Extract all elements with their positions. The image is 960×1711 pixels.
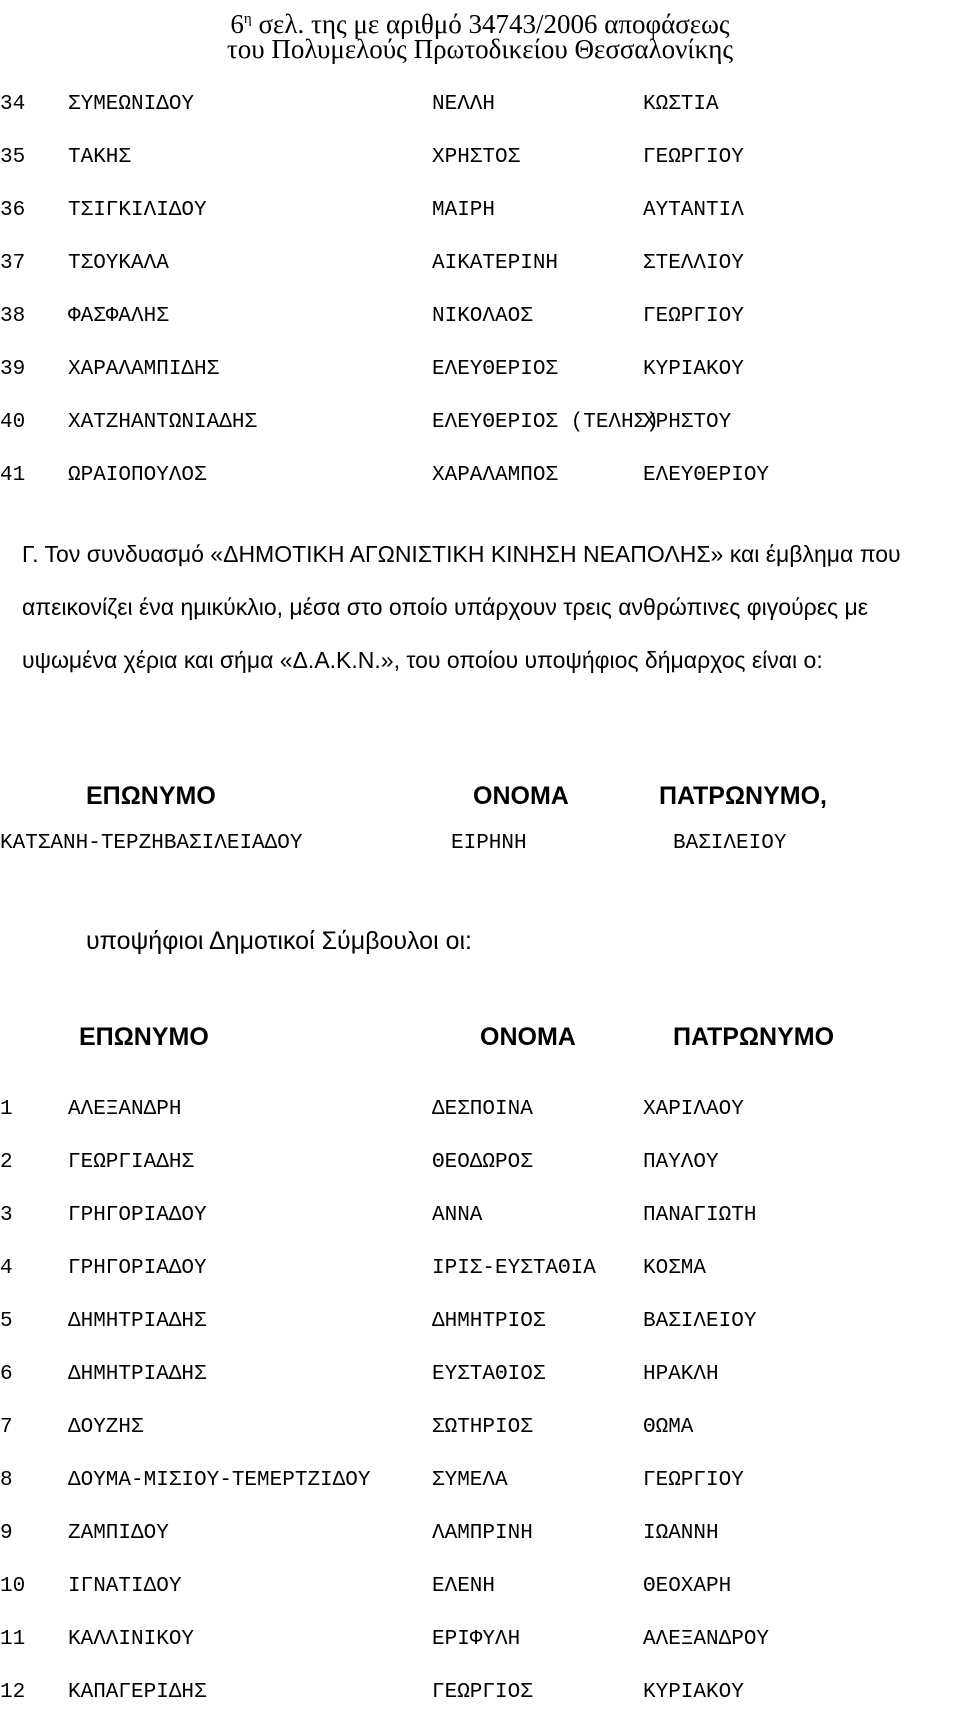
councillor-header-name: ΟΝΟΜΑ <box>480 1023 576 1051</box>
candidate-name: ΙΡΙΣ-ΕΥΣΤΑΘΙΑ <box>432 1257 596 1280</box>
page-number-superscript: η <box>243 11 252 27</box>
candidate-patronymic: ΣΤΕΛΛΙΟΥ <box>643 252 744 275</box>
candidate-name: ΓΕΩΡΓΙΟΣ <box>432 1681 533 1704</box>
candidate-row <box>0 1204 960 1234</box>
candidate-surname: ΔΗΜΗΤΡΙΑΔΗΣ <box>68 1310 207 1333</box>
candidate-name: ΕΥΣΤΑΘΙΟΣ <box>432 1363 546 1386</box>
candidate-number: 6 <box>0 1363 13 1386</box>
candidate-number: 36 <box>0 199 26 222</box>
candidate-surname: ΧΑΤΖΗΑΝΤΩΝΙΑΔΗΣ <box>68 411 258 434</box>
candidate-row <box>0 1522 960 1552</box>
candidate-name: ΕΛΕΥΘΕΡΙΟΣ <box>432 358 559 381</box>
candidate-surname: ΤΣΙΓΚΙΛΙΔΟΥ <box>68 199 207 222</box>
candidate-patronymic: ΑΛΕΞΑΝΔΡΟΥ <box>643 1628 770 1651</box>
candidate-patronymic: ΚΥΡΙΑΚΟΥ <box>643 358 744 381</box>
candidate-name: ΕΛΕΥΘΕΡΙΟΣ (ΤΕΛΗΣ) <box>432 411 659 434</box>
candidate-row <box>0 146 960 176</box>
candidate-patronymic: ΘΕΟΧΑΡΗ <box>643 1575 732 1598</box>
candidate-row <box>0 305 960 335</box>
candidate-surname: ΔΟΥΖΗΣ <box>68 1416 144 1439</box>
candidate-surname: ΚΑΠΑΓΕΡΙΔΗΣ <box>68 1681 207 1704</box>
candidate-patronymic: ΓΕΩΡΓΙΟΥ <box>643 146 744 169</box>
councillor-header-surname: ΕΠΩΝΥΜΟ <box>79 1023 209 1051</box>
candidate-row <box>0 1257 960 1287</box>
candidate-row <box>0 411 960 441</box>
candidate-name: ΧΑΡΑΛΑΜΠΟΣ <box>432 464 559 487</box>
mayor-header-father: ΠΑΤΡΩΝΥΜΟ, <box>659 782 827 810</box>
candidate-row <box>0 1681 960 1711</box>
candidate-patronymic: ΒΑΣΙΛΕΙΟΥ <box>643 1310 757 1333</box>
candidate-row <box>0 1151 960 1181</box>
candidate-row <box>0 252 960 282</box>
page-header-line-2: του Πολυμελούς Πρωτοδικείου Θεσσαλονίκης <box>226 34 734 64</box>
candidate-number: 7 <box>0 1416 13 1439</box>
candidate-name: ΝΙΚΟΛΑΟΣ <box>432 305 533 328</box>
candidate-surname: ΙΓΝΑΤΙΔΟΥ <box>68 1575 182 1598</box>
candidate-row <box>0 1469 960 1499</box>
candidate-number: 39 <box>0 358 26 381</box>
candidate-surname: ΤΑΚΗΣ <box>68 146 132 169</box>
candidate-number: 37 <box>0 252 26 275</box>
candidate-name: ΣΩΤΗΡΙΟΣ <box>432 1416 533 1439</box>
candidate-row <box>0 93 960 123</box>
councillor-header-father: ΠΑΤΡΩΝΥΜΟ <box>673 1023 835 1051</box>
candidate-surname: ΔΗΜΗΤΡΙΑΔΗΣ <box>68 1363 207 1386</box>
candidate-patronymic: ΚΥΡΙΑΚΟΥ <box>643 1681 744 1704</box>
candidate-surname: ΓΡΗΓΟΡΙΑΔΟΥ <box>68 1204 207 1227</box>
candidate-number: 40 <box>0 411 26 434</box>
candidate-patronymic: ΧΑΡΙΛΑΟΥ <box>643 1098 744 1121</box>
candidate-name: ΔΕΣΠΟΙΝΑ <box>432 1098 533 1121</box>
candidate-row <box>0 1416 960 1446</box>
candidate-number: 3 <box>0 1204 13 1227</box>
candidate-patronymic: ΚΩΣΤΙΑ <box>643 93 719 116</box>
candidate-patronymic: ΓΕΩΡΓΙΟΥ <box>643 305 744 328</box>
candidate-patronymic: ΚΟΣΜΑ <box>643 1257 707 1280</box>
candidate-row <box>0 1098 960 1128</box>
councillors-intro: υποψήφιοι Δημοτικοί Σύμβουλοι οι: <box>86 927 472 955</box>
candidate-row <box>0 1363 960 1393</box>
candidate-number: 8 <box>0 1469 13 1492</box>
candidate-surname: ΧΑΡΑΛΑΜΠΙΔΗΣ <box>68 358 220 381</box>
candidate-patronymic: ΘΩΜΑ <box>643 1416 694 1439</box>
mayor-surname: ΚΑΤΣΑΝΗ-ΤΕΡΖΗΒΑΣΙΛΕΙΑΔΟΥ <box>0 832 303 855</box>
candidate-surname: ΓΡΗΓΟΡΙΑΔΟΥ <box>68 1257 207 1280</box>
candidate-number: 4 <box>0 1257 13 1280</box>
page-number: 6 <box>230 9 244 39</box>
candidate-patronymic: ΠΑΥΛΟΥ <box>643 1151 719 1174</box>
mayor-header-name: ΟΝΟΜΑ <box>473 782 569 810</box>
mayor-header-surname: ΕΠΩΝΥΜΟ <box>86 782 216 810</box>
candidate-number: 34 <box>0 93 26 116</box>
candidate-name: ΕΡΙΦΥΛΗ <box>432 1628 521 1651</box>
candidate-number: 1 <box>0 1098 13 1121</box>
candidate-surname: ΖΑΜΠΙΔΟΥ <box>68 1522 169 1545</box>
candidate-row <box>0 1310 960 1340</box>
candidate-patronymic: ΑΥΤΑΝΤΙΛ <box>643 199 744 222</box>
candidate-number: 9 <box>0 1522 13 1545</box>
candidate-surname: ΚΑΛΛΙΝΙΚΟΥ <box>68 1628 195 1651</box>
candidate-surname: ΔΟΥΜΑ-ΜΙΣΙΟΥ-ΤΕΜΕΡΤΖΙΔΟΥ <box>68 1469 371 1492</box>
candidate-number: 41 <box>0 464 26 487</box>
candidate-row <box>0 464 960 494</box>
candidate-surname: ΩΡΑΙΟΠΟΥΛΟΣ <box>68 464 207 487</box>
candidate-name: ΧΡΗΣΤΟΣ <box>432 146 521 169</box>
candidate-name: ΝΕΛΛΗ <box>432 93 496 116</box>
section-c-paragraph: Γ. Τον συνδυασμό «ΔΗΜΟΤΙΚΗ ΑΓΩΝΙΣΤΙΚΗ ΚΙΝΗΣΗ ΝΕΑΠΟΛΗΣ» και έμβλημα που απεικονίζει ένα ημικύκλιο, μέσα στο οποίο υπάρχουν τρεις ανθρώπινες φιγούρες με υψωμένα χέρια και σήμα «Δ.Α.Κ.Ν.», του οποίου υποψήφιος δήμαρχος είναι ο: <box>22 541 901 673</box>
candidate-surname: ΤΣΟΥΚΑΛΑ <box>68 252 169 275</box>
mayor-father: ΒΑΣΙΛΕΙΟΥ <box>673 832 787 855</box>
mayor-row <box>0 832 960 862</box>
candidate-row <box>0 358 960 388</box>
candidate-name: ΘΕΟΔΩΡΟΣ <box>432 1151 533 1174</box>
candidate-name: ΛΑΜΠΡΙΝΗ <box>432 1522 533 1545</box>
candidate-name: ΑΝΝΑ <box>432 1204 483 1227</box>
candidate-number: 2 <box>0 1151 13 1174</box>
candidate-patronymic: ΧΡΗΣΤΟΥ <box>643 411 732 434</box>
candidate-patronymic: ΕΛΕΥΘΕΡΙΟΥ <box>643 464 770 487</box>
candidate-surname: ΦΑΣΦΑΛΗΣ <box>68 305 169 328</box>
candidate-surname: ΓΕΩΡΓΙΑΔΗΣ <box>68 1151 195 1174</box>
candidate-number: 35 <box>0 146 26 169</box>
candidate-row <box>0 199 960 229</box>
candidate-surname: ΣΥΜΕΩΝΙΔΟΥ <box>68 93 195 116</box>
candidate-row <box>0 1575 960 1605</box>
candidate-patronymic: ΙΩΑΝΝΗ <box>643 1522 719 1545</box>
candidate-number: 11 <box>0 1628 26 1651</box>
candidate-name: ΜΑΙΡΗ <box>432 199 496 222</box>
candidate-number: 10 <box>0 1575 26 1598</box>
candidate-name: ΔΗΜΗΤΡΙΟΣ <box>432 1310 546 1333</box>
candidate-number: 12 <box>0 1681 26 1704</box>
candidate-name: ΕΛΕΝΗ <box>432 1575 496 1598</box>
candidate-patronymic: ΠΑΝΑΓΙΩΤΗ <box>643 1204 757 1227</box>
candidate-patronymic: ΓΕΩΡΓΙΟΥ <box>643 1469 744 1492</box>
candidate-row <box>0 1628 960 1658</box>
candidate-name: ΑΙΚΑΤΕΡΙΝΗ <box>432 252 559 275</box>
mayor-name: ΕΙΡΗΝΗ <box>451 832 527 855</box>
candidate-surname: ΑΛΕΞΑΝΔΡΗ <box>68 1098 182 1121</box>
candidate-patronymic: ΗΡΑΚΛΗ <box>643 1363 719 1386</box>
candidate-name: ΣΥΜΕΛΑ <box>432 1469 508 1492</box>
candidate-number: 38 <box>0 305 26 328</box>
candidate-number: 5 <box>0 1310 13 1333</box>
page-header-text: σελ. της με αριθμό 34743/2006 αποφάσεως <box>251 9 730 39</box>
